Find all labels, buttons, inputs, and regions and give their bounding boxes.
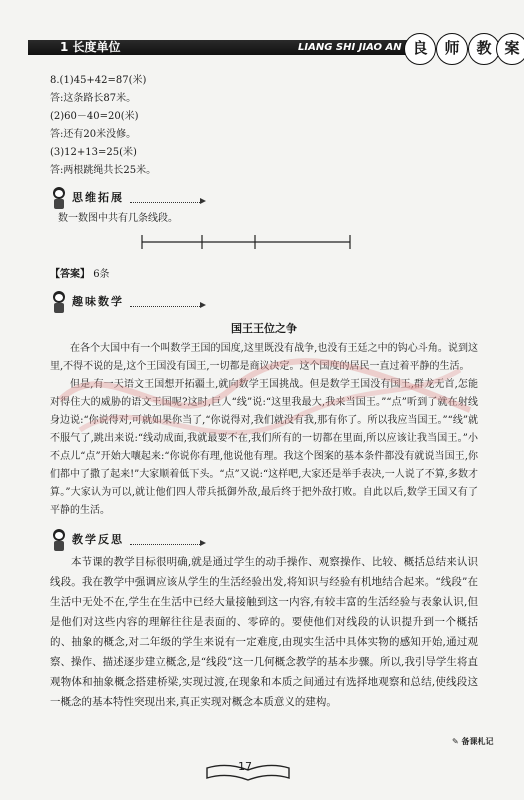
header-pinyin: LIANG SHI JIAO AN [298, 42, 402, 53]
story-paragraph: 在各个大国中有一个叫数学王国的国度,这里既没有战争,也没有王廷之中的钩心斗角。说到这里,不得不说的是,这个王国没有国王,一切都是商议决定。这个国度的居民一直过着平静的生活。 [50, 343, 478, 372]
section-reflection-header [50, 528, 478, 552]
arrow-icon [200, 540, 206, 546]
chapter-title: 1 长度单位 [60, 40, 121, 54]
arrow-icon [200, 302, 206, 308]
seal-char: 案 [496, 33, 524, 65]
page-header [0, 30, 524, 62]
answer-line: 答:还有20米没修。 [50, 129, 137, 140]
seal-char: 师 [436, 33, 468, 65]
answer-line: 答:这条路长87米。 [50, 93, 137, 104]
answer-line: 8.(1)45+42=87(米) [50, 75, 147, 86]
section-title: 教学反思 [72, 533, 124, 546]
page-number: 17 [238, 760, 252, 773]
dotted-rule [130, 536, 200, 545]
notes-label [452, 736, 494, 747]
kid-mascot-icon [50, 529, 68, 551]
section-thinking-header [50, 186, 478, 210]
answer-line: (2)60－40=20(米) [50, 111, 139, 122]
answer-line: 答:两根跳绳共长25米。 [50, 165, 157, 176]
answer-tag: 【答案】 [50, 269, 90, 280]
reflection-paragraph: 本节课的教学目标很明确,就是通过学生的动手操作、观察操作、比较、概括总结来认识线段。我在教学中强调应该从学生的生活经验出发,将知识与经验有机地结合起来。“线段”在生活中无处不在,学生在生活中已经大量接触到这一内容,有较丰富的生活经验与表象认识,但是他们对这些内容的理解往往是表面的、零碎的。要使他们对线段的认识提升到一个概括的、抽象的概念,对二年级的学生来说有一定难度,由现实生活中具体实物的感知开始,通过观察、操作、描述逐步建立概念,是“线段”这一几何概念教学的基本步骤。所以,我引导学生将直观物体和抽象概念搭建桥梁,实现过渡,在现象和本质之间通过有选择地观察和总结,使线段这一概念的基本特性突现出来,真正实现对概念本质意义的建构。 [50, 556, 478, 708]
kid-mascot-icon [50, 187, 68, 209]
notes-text: 备课札记 [461, 737, 494, 746]
seal-char: 良 [404, 33, 436, 65]
page-content [50, 72, 478, 712]
dotted-rule [130, 298, 200, 307]
dotted-rule [130, 194, 200, 203]
seal-char: 教 [468, 33, 500, 65]
kid-mascot-icon [50, 291, 68, 313]
story-paragraph: 但是,有一天语文王国想开拓疆土,就向数学王国挑战。但是数学王国没有国王,群龙无首,怎能对得住大的威胁的语文王国呢?这时,巨人“线”说:“这里我最大,我来当国王。”“点”听到了就在射线身边说:“你说得对,可就如果你当了,“你说得对,我们就没有我,那有你了。所以我应当国王。”“线”就不服气了,跳出来说:“线动成面,我就最要不在,我们所有的一切都在里面,所以应该让我当国王。”小不点儿“点”开始大嚷起来:“你说你有理,他说他有理。我这个图案的基本条件都没有就说当国王,你们都中了撒了起来!”大家顺着低下头。“点”又说:“这样吧,大家还是举手表决,一人说了不算,多数才算。”大家认为可以,就让他们四人带兵抵御外敌,最后终于把外敌打败。自此以后,数学王国又有了平静的生活。 [50, 379, 478, 516]
section-title: 思维拓展 [72, 191, 124, 204]
arrow-icon [200, 198, 206, 204]
pencil-icon: ✎ [452, 737, 459, 746]
answer-value: 6条 [93, 269, 110, 280]
answer-block [50, 266, 478, 284]
segment-diagram [50, 230, 478, 252]
answer-line: (3)12+13=25(米) [50, 147, 137, 158]
section-title: 趣味数学 [72, 295, 124, 308]
section-fun-header [50, 290, 478, 314]
prompt-text: 数一数图中共有几条线段。 [58, 213, 178, 224]
story-title: 国王王位之争 [231, 322, 297, 335]
